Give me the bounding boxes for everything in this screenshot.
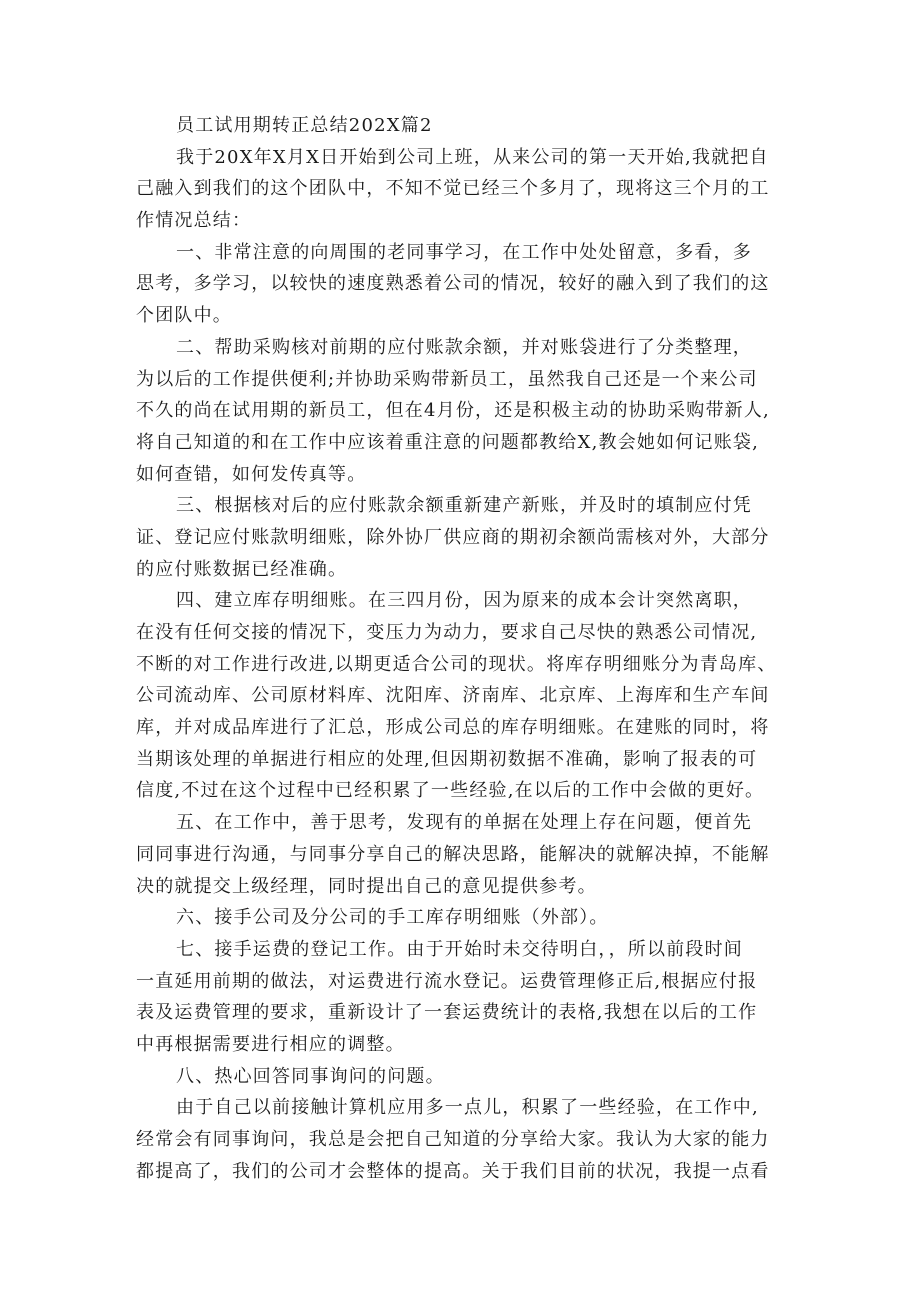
text-line: 由于自己以前接触计算机应用多一点儿，积累了一些经验，在工作中, (176, 1097, 759, 1119)
text-line: 不断的对工作进行改进,以期更适合公司的现状。将库存明细账分为青岛库、 (136, 653, 777, 675)
text-line: 公司流动库、公司原材料库、沈阳库、济南库、北京库、上海库和生产车间 (136, 685, 770, 707)
document-page (136, 110, 792, 1187)
text-line: 六、接手公司及分公司的手工库存明细账（外部）。 (176, 907, 609, 929)
text-line: 四、建立库存明细账。在三四月份，因为原来的成本会计突然离职， (176, 590, 752, 612)
text-line: 思考，多学习，以较快的速度熟悉着公司的情况，较好的融入到了我们的这 (136, 273, 770, 295)
text-line: 决的就提交上级经理，同时提出自己的意见提供参考。 (136, 875, 597, 897)
text-line: 为以后的工作提供便利;并协助采购带新员工，虽然我自己还是一个来公司 (136, 368, 758, 390)
text-line: 中再根据需要进行相应的调整。 (136, 1033, 405, 1055)
text-line: 的应付账数据已经准确。 (136, 558, 348, 580)
text-line: 个团队中。 (136, 305, 232, 327)
text-line: 八、热心回答同事询问的问题。 (176, 1065, 445, 1087)
text-line: 己融入到我们的这个团队中，不知不觉已经三个多月了，现将这三个月的工 (136, 178, 770, 200)
text-line: 一直延用前期的做法，对运费进行流水登记。运费管理修正后,根据应付报 (136, 970, 758, 992)
text-line: 三、根据核对后的应付账款余额重新建产新账，并及时的填制应付凭 (176, 495, 752, 517)
document-body (136, 142, 792, 1188)
text-line: 都提高了，我们的公司才会整体的提高。关于我们目前的状况，我提一点看 (136, 1160, 770, 1182)
text-line: 如何查错，如何发传真等。 (136, 463, 367, 485)
document-title: 员工试用期转正总结202X篇2 (176, 115, 433, 136)
text-line: 不久的尚在试用期的新员工，但在4月份，还是积极主动的协助采购带新人, (136, 400, 770, 422)
text-line: 库，并对成品库进行了汇总，形成公司总的库存明细账。在建账的同时，将 (136, 717, 770, 739)
text-line: 证、登记应付账款明细账，除外协厂供应商的期初余额尚需核对外，大部分 (136, 526, 770, 548)
text-line: 当期该处理的单据进行相应的处理,但因期初数据不准确，影响了报表的可 (136, 748, 758, 770)
text-line: 我于20X年X月X日开始到公司上班，从来公司的第一天开始,我就把自 (176, 146, 769, 168)
text-line: 一、非常注意的向周围的老同事学习，在工作中处处留意，多看，多 (176, 241, 752, 263)
text-line: 表及运费管理的要求，重新设计了一套运费统计的表格,我想在以后的工作 (136, 1002, 758, 1024)
text-line: 作情况总结： (136, 210, 252, 232)
text-line: 经常会有同事询问，我总是会把自己知道的分享给大家。我认为大家的能力 (136, 1129, 770, 1150)
text-line: 在没有任何交接的情况下，变压力为动力，要求自己尽快的熟悉公司情况, (136, 622, 758, 643)
text-line: 信度,不过在这个过程中已经积累了一些经验,在以后的工作中会做的更好。 (136, 780, 765, 802)
text-line: 将自己知道的和在工作中应该着重注意的问题都教给X,教会她如何记账袋, (136, 431, 760, 453)
text-line: 五、在工作中，善于思考，发现有的单据在处理上存在问题，便首先 (176, 812, 752, 834)
text-line: 同同事进行沟通，与同事分享自己的解决思路，能解决的就解决掉，不能解 (136, 843, 770, 865)
text-line: 七、接手运费的登记工作。由于开始时未交待明白，，所以前段时间 (176, 938, 743, 960)
text-line: 二、帮助采购核对前期的应付账款余额，并对账袋进行了分类整理， (176, 336, 752, 358)
